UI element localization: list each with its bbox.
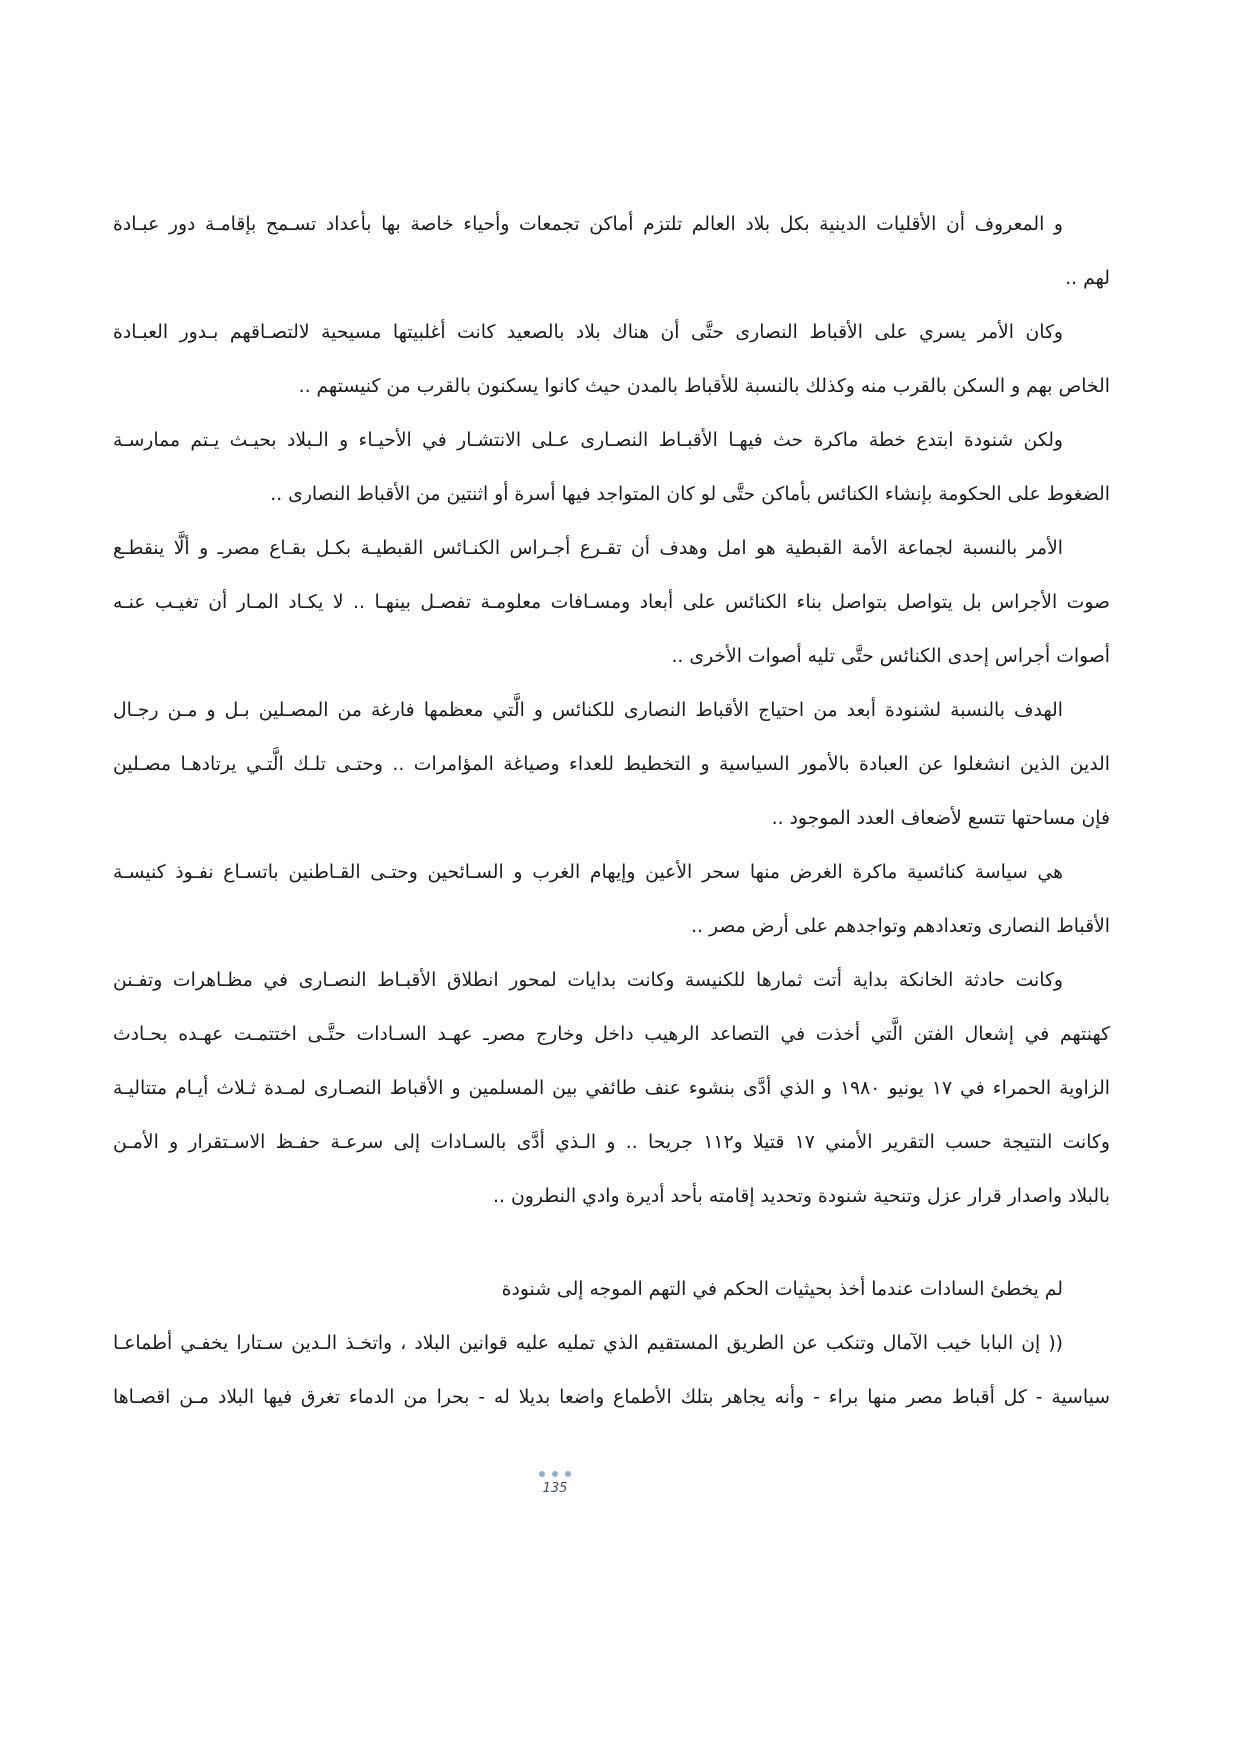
text-line: كهنتهم في إشعال الفتن الَّتي أخذت في التصاعد الرهيب داخل وخارج مصرـ عهـد السـادات حتَّـى اختتمـت عهـده بحـادث xyxy=(113,1024,1110,1045)
text-line: الدين الذين انشغلوا عن العبادة بالأمور السياسية و التخطيط للعداء وصياغة المؤامرات .. وحتـى تلـك الَّتـي يرتادهـا مصـلين xyxy=(113,754,1110,775)
text-line: (( إن البابا خيب الآمال وتنكب عن الطريق المستقيم الذي تمليه عليه قوانين البلاد ، واتخـذ الـدين سـتارا يخفـي أطماعـا xyxy=(113,1333,1063,1354)
paragraph xyxy=(113,198,1110,306)
text-line: لم يخطئ السادات عندما أخذ بحيثيات الحكم في التهم الموجه إلى شنودة xyxy=(501,1279,1063,1300)
text-line: ولكن شنودة ابتدع خطة ماكرة حث فيهـا الأقبـاط النصـارى عـلى الانتشـار في الأحيـاء و الـبلاد بحيـث يـتم ممارسـة xyxy=(113,430,1063,451)
text-line: وكانت حادثة الخانكة بداية أتت ثمارها للكنيسة وكانت بدايات لمحور انطلاق الأقبـاط النصـارى في مظـاهرات وتفـنن xyxy=(113,970,1063,991)
text-line: صوت الأجراس بل يتواصل بتواصل بناء الكنائس على أبعاد ومسـافات معلومـة تفصـل بينهـا .. لا يكـاد المـار أن تغيـب عنـه xyxy=(113,592,1110,613)
text-line: الخاص بهم و السكن بالقرب منه وكذلك بالنسبة للأقباط بالمدن حيث كانوا يسكنون بالقرب من كنيستهم .. xyxy=(298,376,1110,397)
page-footer xyxy=(515,1471,595,1497)
paragraph xyxy=(113,954,1110,1224)
text-line: الزاوية الحمراء في ١٧ يونيو ١٩٨٠ و الذي أدَّى بنشوء عنف طائفي بين المسلمين و الأقباط النصـارى لمـدة ثـلاث أيـام متتاليـة xyxy=(113,1078,1111,1099)
text-line: و المعروف أن الأقليات الدينية بكل بلاد العالم تلتزم أماكن تجمعات وأحياء خاصة بها بأعداد تسـمح بإقامـة دور عبـادة xyxy=(113,214,1063,235)
text-line: هي سياسة كنائسية ماكرة الغرض منها سحر الأعين وإيهام الغرب و السـائحين وحتـى القـاطنين باتسـاع نفـوذ كنيسـة xyxy=(113,862,1063,883)
text-line: فإن مساحتها تتسع لأضعاف العدد الموجود .. xyxy=(771,808,1110,829)
page-ornament-dots xyxy=(515,1471,595,1478)
text-line: أصوات أجراس إحدى الكنائس حتَّى تليه أصوات الأخرى .. xyxy=(671,646,1110,667)
paragraph xyxy=(113,306,1110,414)
text-line: وكانت النتيجة حسب التقرير الأمني ١٧ قتيلا و١١٢ جريحا .. و الـذي أدَّى بالسـادات إلى سرعـة حفـظ الاسـتقرار و الأمـن xyxy=(113,1132,1110,1153)
text-line: الهدف بالنسبة لشنودة أبعد من احتياج الأقباط النصارى للكنائس و الَّتي معظمها فارغة من المصـلين بـل و مـن رجـال xyxy=(113,700,1063,721)
text-line: بالبلاد واصدار قرار عزل وتنحية شنودة وتحديد إقامته بأحد أديرة وادي النطرون .. xyxy=(493,1186,1110,1207)
paragraph xyxy=(113,414,1110,522)
text-line: الضغوط على الحكومة بإنشاء الكنائس بأماكن حتَّى لو كان المتواجد فيها أسرة أو اثنتين من الأقباط النصارى .. xyxy=(270,484,1110,505)
paragraph xyxy=(113,684,1110,846)
ornament-dot xyxy=(539,1471,545,1477)
page-body xyxy=(113,198,1110,1425)
paragraph xyxy=(113,522,1110,684)
text-line: سياسية - كل أقباط مصر منها براء - وأنه يجاهر بتلك الأطماع واضعا بديلا له - بحرا من الدماء تغرق فيها البلاد مـن اقصـاها xyxy=(113,1387,1110,1408)
page-number: 135 xyxy=(542,1481,568,1496)
ornament-dot xyxy=(552,1471,558,1477)
paragraph xyxy=(113,1263,1110,1317)
ornament-dot xyxy=(565,1471,571,1477)
quote-paragraph xyxy=(113,1317,1110,1425)
text-line: الأمر بالنسبة لجماعة الأمة القبطية هو امل وهدف أن تقـرع أجـراس الكنـائس القبطيـة بكـل بقـاع مصرـ و ألَّا ينقطـع xyxy=(113,538,1063,559)
text-line: الأقباط النصارى وتعدادهم وتواجدهم على أرض مصر .. xyxy=(691,916,1110,937)
text-line: وكان الأمر يسري على الأقباط النصارى حتَّى أن هناك بلاد بالصعيد كانت أغلبيتها مسيحية لالتصـاقهم بـدور العبـادة xyxy=(113,322,1063,343)
paragraph xyxy=(113,846,1110,954)
text-line: لهم .. xyxy=(1065,268,1110,289)
